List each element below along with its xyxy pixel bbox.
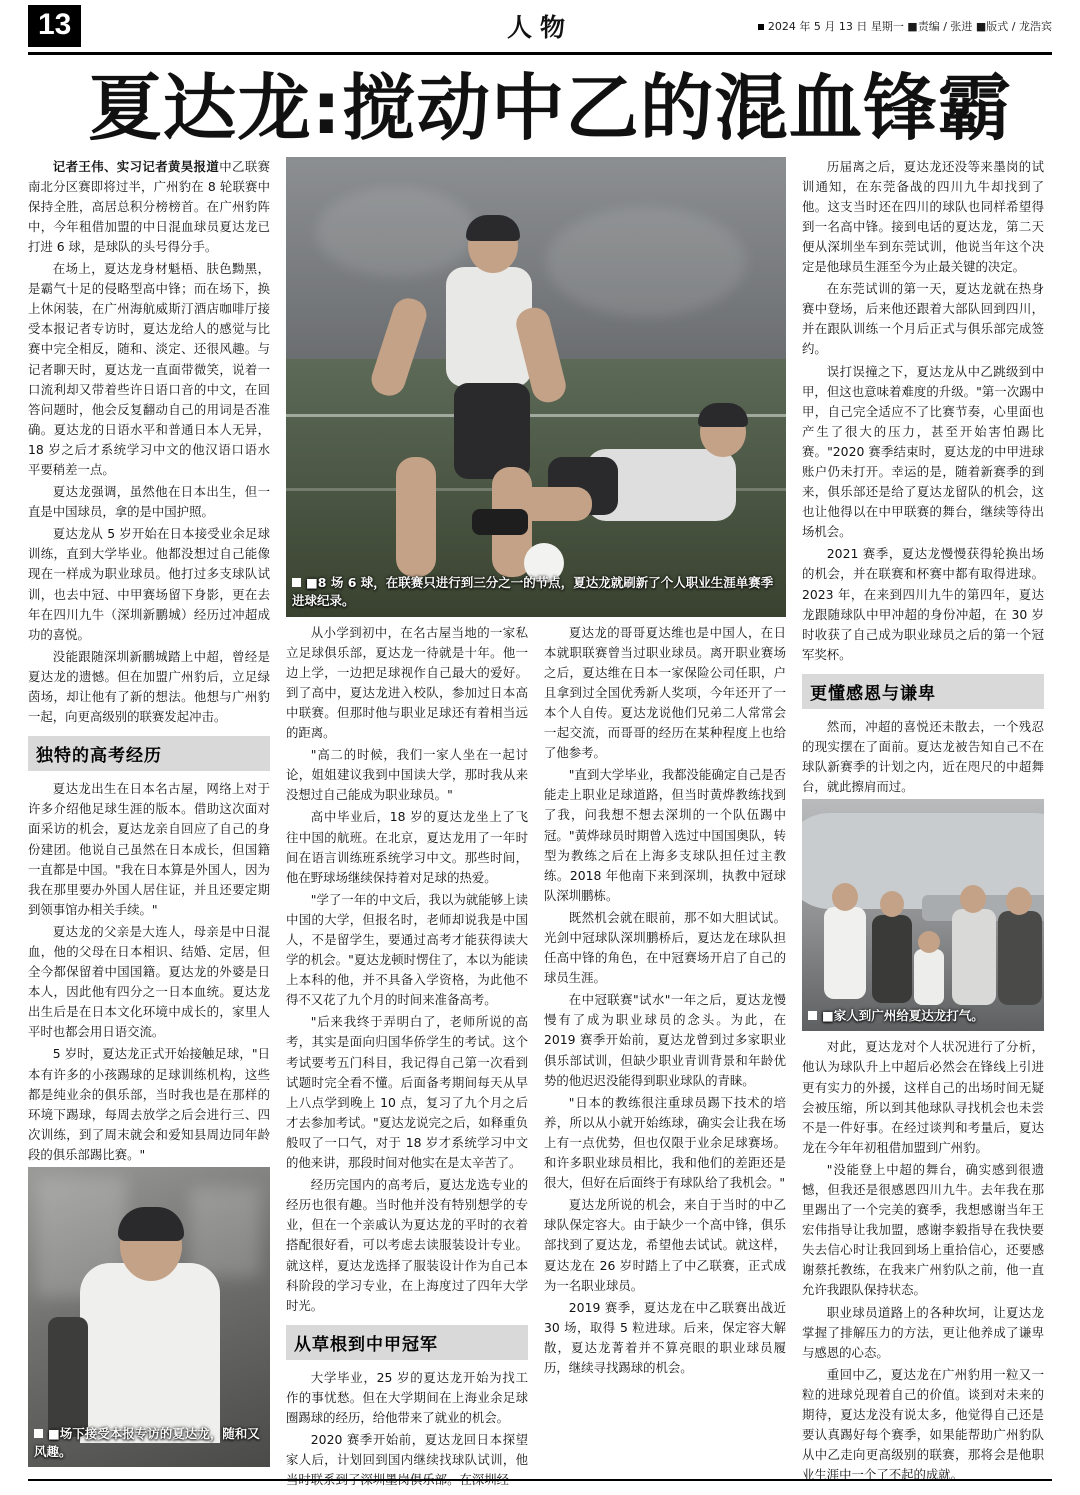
player-white-shorts bbox=[454, 383, 530, 479]
byline: 记者王伟、实习记者黄昊报道 bbox=[52, 158, 220, 174]
lead-rest: 中乙联赛南北分区赛即将过半，广州豹在 8 轮联赛中保持全胜，高居总积分榜榜首。在广州豹阵中，今年租借加盟的中日混血球员夏达龙已打进 6 球，是球队的头号得分手。 bbox=[28, 158, 271, 254]
paragraph: 夏达龙的父亲是大连人，母亲是中日混血，他的父母在日本相识、结婚、定居，但全今都保留着中国国籍。夏达龙的外婆是日本人，因此他有四分之一日本血统。夏达龙出生后是在日本文化环境中成长的，家里人平时也都会用日语交流。 bbox=[28, 923, 270, 1040]
paragraph: 5 岁时，夏达龙正式开始接触足球，"日本有许多的小孩踢球的足球训练机构，这些都是纯业余的俱乐部，当时我也是在那样的环境下踢球，每周去放学之后会进行三、四次训练，到了周末就会和爱知县周边同年龄段的俱乐部踢比赛。" bbox=[28, 1046, 270, 1162]
paragraph: 夏达龙的哥哥夏达维也是中国人，在日本就职联赛曾当过职业球员。离开职业赛场之后，夏达维在日本一家保险公司任职，户且拿到过全国优秀新人奖项，今年还开了一本个人自传。夏达龙说他们兄弟二人常常会一起交流，而哥哥的经历在某种程度上也给了他参考。 bbox=[544, 624, 786, 761]
article-columns bbox=[28, 157, 1052, 1488]
paragraph: "高二的时候，我们一家人坐在一起讨论，姐姐建议我到中国读大学，那时我从来没想过自己能成为职业球员。" bbox=[286, 747, 528, 803]
photo-blur bbox=[316, 187, 476, 277]
player-defender-boot bbox=[472, 509, 528, 535]
paragraph: 职业球员道路上的各种坎坷，让夏达龙掌握了排解压力的方法，更让他养成了谦卑与感恩的心态。 bbox=[802, 1304, 1044, 1360]
column-1 bbox=[28, 157, 270, 1467]
paragraph: 在东莞试训的第一天，夏达龙就在热身赛中登场，后来他还跟着大部队回到四川，并在跟队训练一个月后正式与俱乐部完成签约。 bbox=[802, 281, 1044, 357]
player-white-leg bbox=[396, 457, 436, 577]
family-photo-caption bbox=[808, 1007, 1038, 1025]
column-2a bbox=[286, 623, 528, 1493]
paragraph: 夏达龙从 5 岁开始在日本接受业余足球训练，直到大学毕业。他都没想过自己能像现在一样成为职业球员。他打过多支球队试训，也去中冠、中甲赛场留下身影，更在去年在四川九牛（深圳新鹏城）经历过冲超成功的喜悦。 bbox=[28, 526, 270, 642]
column-4 bbox=[802, 157, 1044, 1483]
paragraph: "学了一年的中文后，我以为就能够上读中国的大学，但报名时，老师却说我是中国人，不是留学生，要通过高考才能获得读大学的机会。"夏达龙顿时愣住了，本以为能读上本科的他，并不具备入学资格，为此他不得不又花了九个月的时间来准备高考。 bbox=[286, 891, 528, 1008]
paragraph: 夏达龙出生在日本名古屋，网络上对于许多介绍他足球生涯的版本。借助这次面对面采访的机会，夏达龙亲自回应了自己的身份建团。他说自己虽然在日本成长，但国籍一直都是中国。"我在日本算是外国人，因为我在那里要办外国人居住证，并且还要定期到领事馆办相关手续。" bbox=[28, 781, 270, 917]
paragraph: 高中毕业后，18 岁的夏达龙坐上了飞往中国的航班。在北京，夏达龙用了一年时间在语言训练班系统学习中文。那些时间，他在野球场继续保持着对足球的热爱。 bbox=[286, 809, 528, 885]
paragraph: 误打误撞之下，夏达龙从中乙跳级到中甲，但这也意味着难度的升级。"第一次踢中甲，自己完全适应不了比赛节奏，心里面也产生了很大的压力，甚至开始害怕踢比赛。"2020 赛季结束时，夏达龙的中甲进球账户仍未打开。幸运的是，随着新赛季的到来，俱乐部还是给了夏达龙留队的机会，这也让他得以在中甲联赛的舞台，继续等待出场机会。 bbox=[802, 363, 1044, 540]
person-figure bbox=[872, 915, 912, 1003]
player-defender-hair bbox=[698, 403, 748, 427]
issue-meta-text: 2024 年 5 月 13 日 星期一 ■责编 / 张进 ■版式 / 龙浩宾 bbox=[767, 20, 1052, 33]
paragraph: 在场上，夏达龙身材魁梧、肤色黝黑，是霸气十足的侵略型高中锋；而在场下，换上休闲装，在广州海航威斯汀酒店咖啡厅接受本报记者专访时，夏达龙给人的感觉与比赛中完全相反，随和、淡定、还很风趣。与记者聊天时，夏达龙一直面带微笑，说着一口流利却又带着些许日语口音的中文，在回答问题时，他会反复翻动自己的用词是否准确。夏达龙的日语水平和普通日本人无异，18 岁之后才系统学习中文的他汉语口语水平要稍差一点。 bbox=[28, 261, 270, 477]
paragraph: 2020 赛季开始前，夏达龙回日本探望家人后，计划回到国内继续找球队试训，他当时联系到了深圳墨岗俱乐部。在深圳经 bbox=[286, 1432, 528, 1488]
photo-subject-hair bbox=[118, 1207, 184, 1241]
page-footer-rule bbox=[28, 1479, 1052, 1481]
subheading-gaokao: 独特的高考经历 bbox=[28, 736, 270, 771]
main-photo bbox=[286, 157, 786, 617]
paragraph: 历届离之后，夏达龙还没等来墨岗的试训通知，在东莞备战的四川九牛却找到了他。这支当时还在四川的球队也同样希望得到一名高中锋。接到电话的夏达龙，第二天便从深圳坐车到东莞试训，他说当年这个决定是他球员生涯至今为止最关键的决定。 bbox=[802, 158, 1044, 275]
square-marker-icon bbox=[758, 24, 764, 30]
paragraph: 对此，夏达龙对个人状况进行了分析，他认为球队升上中超后必然会在锋线上引进更有实力的外援，这样自己的出场时间无疑会被压缩，所以到其他球队寻找机会也未尝不是一件好事。在经过谈判和考量后，夏达龙在今年年初租借加盟到广州豹。 bbox=[802, 1039, 1044, 1155]
photo-foreground-object bbox=[48, 1317, 88, 1437]
paragraph: "没能登上中超的舞台，确实感到很遗憾，但我还是很感恩四川九牛。去年我在那里踢出了一个完美的赛季，我想感谢当年王宏伟指导让我加盟，感谢李毅指导在我快要失去信心时让我回到场上重拾信心，还要感谢蔡托教练，在我来广州豹队之前，他一直允许我跟队保持状态。 bbox=[802, 1161, 1044, 1298]
person-figure bbox=[998, 911, 1042, 1005]
paragraph: 既然机会就在眼前，那不如大胆试试。光剑中冠球队深圳鹏桥后，夏达龙在球队担任高中锋的角色，在中冠赛场开启了自己的球员生涯。 bbox=[544, 909, 786, 986]
portrait-photo-caption bbox=[34, 1425, 264, 1461]
paragraph: 2019 赛季，夏达龙在中乙联赛出战近 30 场，取得 5 粒进球。后来，保定容大解散，夏达龙菁着并不算亮眼的职业球员履历，继续寻找踢球的机会。 bbox=[544, 1299, 786, 1375]
square-marker-icon bbox=[34, 1429, 43, 1438]
portrait-photo bbox=[28, 1167, 270, 1467]
section-title: 人物 bbox=[506, 13, 573, 42]
paragraph: "直到大学毕业，我都没能确定自己是否能走上职业足球道路，但当时黄烨教练找到了我，问我想不想去深圳的一个队伍踢中冠。"黄烨球员时期曾入选过中国国奥队，转型为教练之后在上海多支球队担任过主教练。2018 年他南下来到深圳，执教中冠球队深圳鹏栋。 bbox=[544, 767, 786, 903]
page-masthead bbox=[28, 0, 1052, 55]
issue-meta bbox=[758, 18, 1052, 34]
article-headline: 夏达龙:搅动中乙的混血锋霸 bbox=[88, 66, 1013, 150]
subheading-grassroots: 从草根到中甲冠军 bbox=[286, 1325, 528, 1360]
paragraph: "日本的教练很注重球员踢下技术的培养，所以从小就开始练球，确实会让我在场上有一点优势，但也仅限于业余足球赛场。和许多职业球员相比，我和他们的差距还是很大，但好在后面终于有球队给了我机会。" bbox=[544, 1094, 786, 1191]
page-number: 13 bbox=[28, 5, 81, 47]
photo-blur bbox=[546, 207, 746, 317]
paragraph: 重回中乙，夏达龙在广州豹用一粒又一粒的进球兑现着自己的价值。谈到对未来的期待，夏达龙没有说太多，他觉得自己还是要认真踢好每个赛季，如果能帮助广州豹队从中乙走向更高级别的联赛，那将会是他职业生涯中一个了不起的成就。 bbox=[802, 1366, 1044, 1483]
square-marker-icon bbox=[808, 1011, 817, 1020]
person-figure bbox=[952, 909, 996, 1005]
child-figure bbox=[914, 949, 944, 1005]
paragraph: 大学毕业，25 岁的夏达龙开始为找工作的事忧愁。但在大学期间在上海业余足球圈踢球的经历，给他带来了就业的机会。 bbox=[286, 1369, 528, 1425]
family-photo bbox=[802, 799, 1044, 1031]
caption-text: ■场下接受本报专访的夏达龙，随和又风趣。 bbox=[34, 1425, 260, 1459]
caption-text: ■8 场 6 球，在联赛只进行到三分之一的节点，夏达龙就刷新了个人职业生涯单赛季进球纪录。 bbox=[292, 575, 774, 609]
column-3 bbox=[544, 623, 786, 1493]
paragraph: 从小学到初中，在名古屋当地的一家私立足球俱乐部，夏达龙一待就是十年。他一边上学，一边把足球视作自己最大的爱好。到了高中，夏达龙进入校队，参加过日本高中联赛。但那时他与职业足球还有着相当远的距离。 bbox=[286, 624, 528, 741]
lead-paragraph bbox=[28, 157, 270, 257]
paragraph: 夏达龙所说的机会，来自于当时的中乙球队保定容大。由于缺少一个高中锋，俱乐部找到了夏达龙，希望他去试试。就这样，夏达龙在 26 岁时踏上了中乙联赛，正式成为一名职业球员。 bbox=[544, 1197, 786, 1293]
paragraph: 2021 赛季，夏达龙慢慢获得轮换出场的机会，并在联赛和杯赛中都有取得进球。2023 年，在来到四川九牛的第四年，夏达龙跟随球队中甲冲超的身份冲超，在 30 岁时收获了自己成为职业球员之后的第一个冠军奖杯。 bbox=[802, 546, 1044, 662]
caption-text: ■家人到广州给夏达龙打气。 bbox=[822, 1008, 984, 1024]
subheading-gratitude: 更懂感恩与谦卑 bbox=[802, 674, 1044, 709]
paragraph: 在中冠联赛"试水"一年之后，夏达龙慢慢有了成为职业球员的念头。为此，在 2019 赛季开始前，夏达龙曾到过多家职业俱乐部试训，但缺少职业青训背景和年龄优势的他迟迟没能得到职业球队的青睐。 bbox=[544, 992, 786, 1088]
main-photo-caption bbox=[292, 574, 780, 610]
paragraph: 没能跟随深圳新鹏城踏上中超，曾经是夏达龙的遗憾。但在加盟广州豹后，立足绿茵场，却让他有了新的想法。他想与广州豹一起，向更高级别的联赛发起冲击。 bbox=[28, 648, 270, 725]
photo-subject-body bbox=[80, 1263, 220, 1443]
person-figure bbox=[824, 907, 866, 999]
paragraph: 经历完国内的高考后，夏达龙选专业的经历也很有趣。当时他并没有特别想学的专业，但在一个亲戚认为夏达龙的平时的衣着搭配很好看，可以考虑去读服装设计专业。就这样，夏达龙选择了服装设计作为自己本科阶段的学习专业，在上海度过了四年大学时光。 bbox=[286, 1177, 528, 1313]
photo-highlight bbox=[190, 1187, 260, 1277]
column-2 bbox=[286, 157, 786, 1488]
paragraph: 然而，冲超的喜悦还未散去，一个残忍的现实摆在了面前。夏达龙被告知自己不在球队新赛季的计划之内，近在咫尺的中超舞台，就此擦肩而过。 bbox=[802, 718, 1044, 795]
paragraph: "后来我终于弄明白了，老师所说的高考，其实是面向归国华侨学生的考试。这个考试要考五门科目，我记得自己第一次看到试题时完全看不懂。后面备考期间每天从早上八点学到晚上 10 点，复习了九个月之后才去参加考试。"夏达龙说完之后，如释重负般叹了一口气，对于 18 岁才系统学习中文的他来讲，那段时间对他实在是太辛苦了。 bbox=[286, 1014, 528, 1171]
paragraph: 夏达龙强调，虽然他在日本出生，但一直是中国球员，拿的是中国护照。 bbox=[28, 484, 270, 520]
square-marker-icon bbox=[292, 578, 301, 587]
